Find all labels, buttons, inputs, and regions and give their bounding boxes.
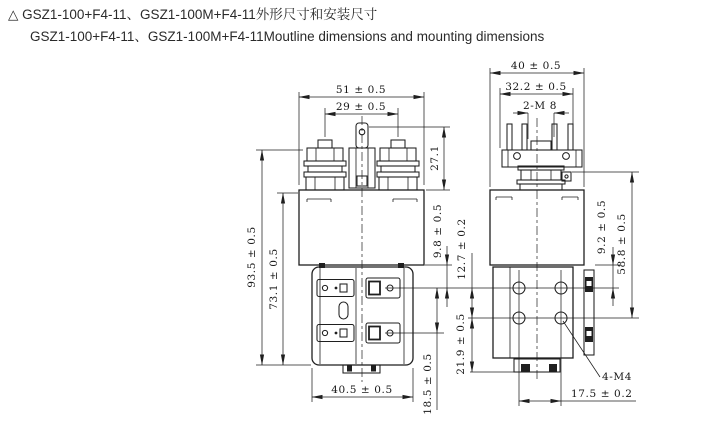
dim-hole-top-offset-side: 9.2 ± 0.5 bbox=[596, 199, 608, 255]
dim-overall-width-side: 40 ± 0.5 bbox=[510, 60, 562, 72]
dim-body-height: 73.1 ± 0.5 bbox=[268, 248, 280, 310]
callout-hole-4m4: 4-M4 bbox=[602, 371, 633, 383]
dim-terminal-height: 27.1 bbox=[429, 145, 441, 171]
title-line-en: GSZ1-100+F4-11、GSZ1-100M+F4-11Moutline dimensions and mounting dimensions bbox=[30, 29, 545, 44]
dim-slot-row-pitch: 18.5 ± 0.5 bbox=[422, 353, 434, 415]
front-view-dimensions bbox=[246, 84, 639, 415]
dim-hole-top-offset-front: 9.8 ± 0.5 bbox=[432, 203, 444, 259]
dim-base-width: 40.5 ± 0.5 bbox=[331, 384, 393, 396]
side-view-drawing bbox=[490, 118, 594, 406]
dim-bracket-width: 32.2 ± 0.5 bbox=[505, 81, 567, 93]
title-line-cn: △ GSZ1-100+F4-11、GSZ1-100M+F4-11外形尺寸和安装尺寸 bbox=[8, 7, 378, 22]
callout-stud-2m8: 2-M 8 bbox=[523, 100, 557, 112]
front-view-drawing bbox=[299, 116, 424, 382]
dim-overall-height: 93.5 ± 0.5 bbox=[246, 226, 258, 288]
dim-hole-column-pitch: 17.5 ± 0.2 bbox=[571, 388, 633, 400]
dim-hole-row-pitch: 12.7 ± 0.2 bbox=[456, 218, 468, 280]
dim-hole-bottom-offset: 21.9 ± 0.5 bbox=[455, 313, 467, 375]
side-view-dimensions bbox=[490, 60, 639, 401]
title-block bbox=[8, 6, 545, 44]
dim-overall-width-front: 51 ± 0.5 bbox=[335, 84, 387, 96]
dim-mounting-height: 58.8 ± 0.5 bbox=[616, 213, 628, 275]
dim-terminal-pitch: 29 ± 0.5 bbox=[335, 101, 387, 113]
